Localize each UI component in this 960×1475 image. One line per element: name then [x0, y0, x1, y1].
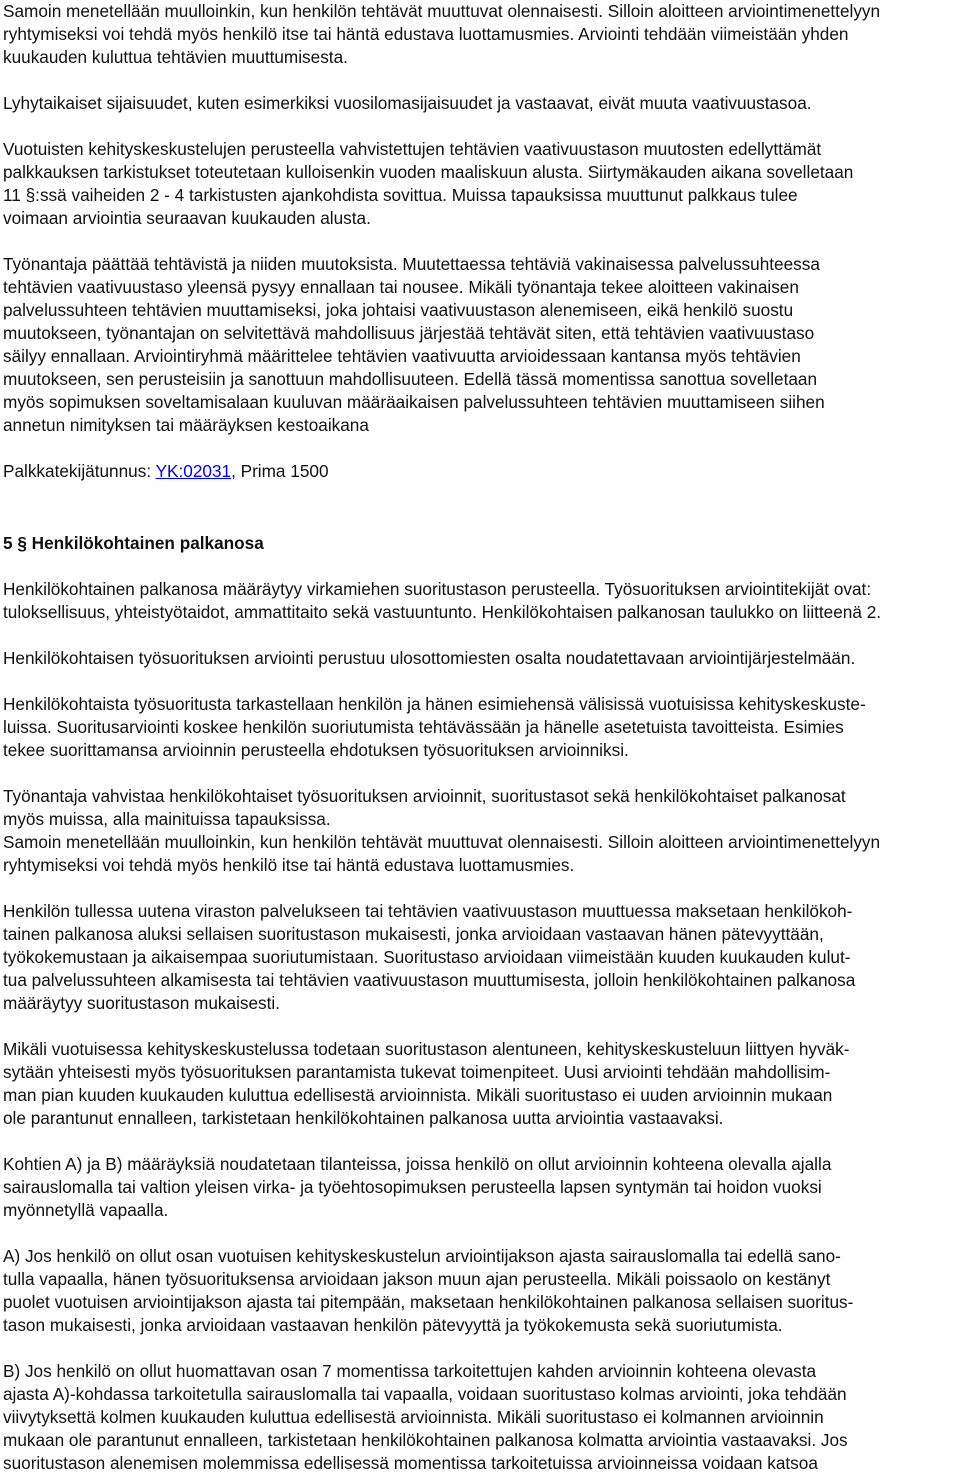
pay-code-label: Palkkatekijätunnus: [3, 461, 156, 481]
pay-code-value: , Prima 1500 [231, 461, 329, 481]
paragraph: Lyhytaikaiset sijaisuudet, kuten esimerkiksi vuosilomasijaisuudet ja vastaavat, eivät muuta vaativuustasoa. [3, 93, 812, 113]
paragraph: Mikäli vuotuisessa kehityskeskustelussa todetaan suoritustason alentuneen, kehityskeskusteluun liittyen hyväk- sytään yhteisesti myös työsuorituksen parantamista tukevat toimenpiteet. Uusi arviointi tehdään mahdollisim- man pian kuuden kuukauden kuluttua edellisestä arvioinnista. Mikäli suoritustaso ei uuden arvioinnin mukaan ole parantunut ennalleen, tarkistetaan henkilökohtainen palkanosa uutta arviointia vastaavaksi. [3, 1039, 850, 1128]
spacer [3, 69, 960, 92]
paragraph: Vuotuisten kehityskeskustelujen perusteella vahvistettujen tehtävien vaativuustason muutosten edellyttämät palkkauksen tarkistukset toteutetaan kulloisenkin vuoden maaliskuun alusta. Siirtymäkauden aikana sovelletaan 11 §:ssä vaiheiden 2 - 4 tarkistusten ajankohdista sovittua. Muissa tapauksissa muuttunut palkkaus tulee voimaan arviointia seuraavan kuukauden alusta. [3, 139, 854, 228]
spacer [3, 437, 960, 460]
pay-code-line [3, 460, 960, 483]
spacer [3, 762, 960, 785]
paragraph: A) Jos henkilö on ollut osan vuotuisen kehityskeskustelun arviointijakson ajasta sairauslomalla tai edellä sano- tulla vapaalla, hänen työsuorituksensa arvioidaan jakson muun ajan perusteella. Mikäli poissaolo on kestänyt puolet vuotuisen arviointijakson ajasta tai pitempään, maksetaan henkilökohtainen palkanosa sellaisen suoritus- tason mukaisesti, jonka arvioidaan vastaavan henkilön pätevyyttä ja työkokemusta sekä suoriutumista. [3, 1246, 854, 1335]
spacer [3, 1222, 960, 1245]
paragraph: Työnantaja vahvistaa henkilökohtaiset työsuorituksen arvioinnit, suoritustasot sekä henkilökohtaiset palkanosat myös muissa, alla mainituissa tapauksissa. Samoin menetellään muulloinkin, kun henkilön tehtävät muuttuvat olennaisesti. Silloin aloitteen arviointimenettelyyn ryhtymiseksi voi tehdä myös henkilö itse tai häntä edustava luottamusmies. [3, 786, 881, 875]
spacer [3, 1015, 960, 1038]
paragraph: Samoin menetellään muulloinkin, kun henkilön tehtävät muuttuvat olennaisesti. Silloin aloitteen arviointimenettelyyn ryhtymiseksi voi tehdä myös henkilö itse tai häntä edustava luottamusmies. Arviointi tehdään viimeistään yhden kuukauden kuluttua tehtävien muuttumisesta. [3, 1, 881, 67]
spacer [3, 670, 960, 693]
spacer [3, 513, 960, 532]
paragraph: Kohtien A) ja B) määräyksiä noudatetaan tilanteissa, joissa henkilö on ollut arvioinnin kohteena olevalla ajalla sairauslomalla tai valtion yleisen virka- ja työehtosopimuksen perusteella lapsen syntymän tai hoidon vuoksi myönnetyllä vapaalla. [3, 1154, 832, 1220]
spacer [3, 1337, 960, 1360]
spacer [3, 877, 960, 900]
paragraph: Henkilökohtainen palkanosa määräytyy virkamiehen suoritustason perusteella. Työsuorituksen arviointitekijät ovat: tuloksellisuus, yhteistyötaidot, ammattitaito sekä vastuuntunto. Henkilökohtaisen palkanosan taulukko on liitteenä 2. [3, 579, 882, 622]
paragraph: B) Jos henkilö on ollut huomattavan osan 7 momentissa tarkoitettujen kahden arvioinnin kohteena olevasta ajasta A)-kohdassa tarkoitetulla sairauslomalla tai vapaalla, voidaan suoritustaso kolmas arviointi, joka tehdään viivytyksettä kolmen kuukauden kuluttua edellisestä arvioinnista. Mikäli suoritustaso ei kolmannen arvioinnin mukaan ole parantunut ennalleen, tarkistetaan henkilökohtainen palkanosa kolmatta arviointia vastaavaksi. Jos suoritustason alenemisen molemmissa edellisessä momentissa tarkoitetuissa arvioinneissa voidaan katsoa [3, 1361, 848, 1473]
spacer [3, 483, 960, 513]
spacer [3, 230, 960, 253]
paragraph: Henkilökohtaisen työsuorituksen arviointi perustuu ulosottomiesten osalta noudatettavaan arviointijärjestelmään. [3, 648, 856, 668]
spacer [3, 1130, 960, 1153]
spacer [3, 555, 960, 578]
paragraph: Henkilökohtaista työsuoritusta tarkastellaan henkilön ja hänen esimiehensä välisissä vuotuisissa kehityskeskuste- luissa. Suoritusarviointi koskee henkilön suoriutumista tehtävässään ja hänelle asetetuista tavoitteista. Esimies tekee suorittamansa arvioinnin perusteella ehdotuksen työsuorituksen arvioinniksi. [3, 694, 866, 760]
paragraph: Työnantaja päättää tehtävistä ja niiden muutoksista. Muutettaessa tehtäviä vakinaisessa palvelussuhteessa tehtävien vaativuustaso yleensä pysyy ennallaan tai nousee. Mikäli työnantaja tekee aloitteen vakinaisen palvelussuhteen tehtävien muuttamiseksi, joka johtaisi vaativuustason alenemiseen, eikä henkilö suostu muutokseen, työnantajan on selvitettävä mahdollisuus järjestää tehtävät siten, että tehtävien vaativuustaso säilyy ennallaan. Arviointiryhmä määrittelee tehtävien vaativuutta arvioidessaan kantansa myös tehtävien muutokseen, sen perusteisiin ja sanottuun mahdollisuuteen. Edellä tässä momentissa sanottua sovelletaan myös sopimuksen soveltamisalaan kuuluvan määräaikaisen palvelussuhteen tehtävien muuttamiseen siihen annetun nimityksen tai määräyksen kestoaikana [3, 254, 825, 435]
section-heading: 5 § Henkilökohtainen palkanosa [3, 533, 264, 553]
paragraph: Henkilön tullessa uutena viraston palvelukseen tai tehtävien vaativuustason muuttuessa maksetaan henkilökoh- tainen palkanosa aluksi sellaisen suoritustason mukaisesti, jonka arvioidaan vastaavan hänen pätevyyttään, työkokemustaan ja aikaisempaa suoriutumistaan. Suoritustaso arvioidaan viimeistään kuuden kuukauden kulut- tua palvelussuhteen alkamisesta tai tehtävien vaativuustason muuttumisesta, jolloin henkilökohtainen palkanosa määräytyy suoritustason mukaisesti. [3, 901, 856, 1013]
pay-code-link[interactable]: YK:02031 [155, 461, 232, 481]
spacer [3, 115, 960, 138]
spacer [3, 624, 960, 647]
